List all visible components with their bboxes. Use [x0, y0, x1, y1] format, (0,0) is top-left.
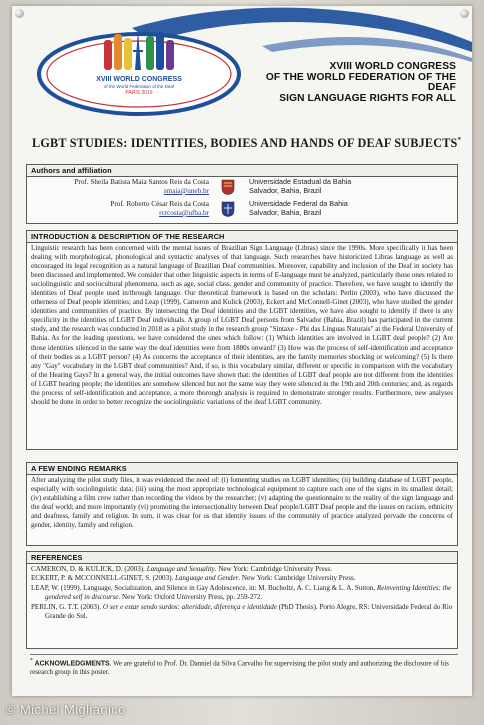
references-list: [27, 564, 457, 623]
acknowledgments: [30, 654, 458, 677]
institution-name: Universidade Estadual da Bahia: [249, 177, 352, 186]
reference-text: . New York: Oxford University Press, pp. 259-272.: [118, 593, 263, 602]
references-section: [26, 551, 458, 649]
poster-title-text: LGBT STUDIES: IDENTITIES, BODIES AND HANDS OF DEAF SUBJECTS: [32, 136, 458, 151]
congress-logo: [34, 26, 244, 118]
reference-text: PERLIN, G. T.T. (2003).: [31, 602, 103, 611]
reference-text: . New York: Cambridge University Press.: [214, 565, 332, 573]
footnote-mark: *: [457, 136, 462, 144]
author-name: Prof. Roberto César Reis da Costa: [110, 200, 209, 208]
author-name: Prof. Sheila Batista Maia Santos Reis da Costa: [74, 178, 209, 186]
logo-oval-icon: [34, 26, 244, 118]
reference-item: [31, 603, 453, 622]
author-name-block: [110, 200, 209, 218]
photo-credit: © Michel Miglianico: [6, 702, 126, 717]
reference-title: Language and Gender: [174, 574, 239, 583]
author-affiliation: [249, 200, 348, 218]
congress-line: OF THE WORLD FEDERATION OF THE DEAF: [265, 71, 456, 93]
reference-text: . New York: Cambridge University Press.: [238, 574, 356, 583]
institution-location: Salvador, Bahia, Brazil: [249, 185, 322, 195]
ack-label: ACKNOWLEDGMENTS: [34, 660, 110, 668]
authors-box: [26, 164, 458, 224]
reference-title: Reinventing Identities: the gendered self in discourse: [45, 583, 452, 602]
poster-title: [32, 136, 462, 151]
author-name-block: [74, 178, 209, 196]
intro-heading: INTRODUCTION & DESCRIPTION OF THE RESEARCH: [27, 231, 457, 243]
logo-city: PARIS 2019: [125, 90, 153, 96]
reference-item: [31, 584, 453, 603]
congress-heading: [236, 62, 456, 104]
author-row: [27, 178, 457, 198]
reference-text: ECKERT, P. & MCCONNELL-GINET, S. (2003).: [31, 574, 175, 583]
author-email-link[interactable]: smaia@uneb.br: [163, 186, 209, 195]
poster: [12, 6, 472, 696]
reference-item: [31, 565, 453, 574]
congress-line: XVIII WORLD CONGRESS: [329, 61, 456, 72]
author-email-link[interactable]: rcrcosta@ufba.br: [159, 208, 209, 217]
institution-location: Salvador, Bahia, Brazil: [249, 207, 322, 217]
ack-body: . We are grateful to Prof. Dr. Danniel da Silva Carvalho for supervising the pilot study and authorizing the disclosure of his research group in this poster.: [30, 660, 449, 677]
author-row: [27, 200, 457, 220]
reference-text: CAMERON, D. & KULICK, D. (2003).: [31, 565, 147, 573]
reference-item: [31, 574, 453, 583]
logo-title: XVIII WORLD CONGRESS: [96, 76, 182, 83]
footnote-mark: *: [30, 658, 33, 664]
reference-text: LEAP, W. (1999). Language, Socialization, and Silence in Gay Adolescence, in: M. Bucholtz, A. C. Liang & L. A. Sutton,: [31, 583, 377, 592]
author-affiliation: [249, 178, 351, 196]
reference-text: (PhD Thesis). Porto Alegre, RS: Universidade Federal do Rio Grande do Sul.: [45, 602, 453, 621]
university-seal-icon: [221, 201, 235, 217]
ending-body: After analyzing the pilot study files, it was evidenced the need of: (i) fomenting studies on LGBT identities; (ii) building database of LGBT people, especially with sociolinguistic data; (iii) using the most appropriate technological equipment to capture each one of the signs in its smallest detail; (iv) establishing a film crew rather than recording the videos by the researcher; (v) adapting the questionnaire to the reality of the sign language and the deaf world; and more importantly (vi) promoting the intersectionality between Deaf people/LGBT Deaf people and the issues on racism, ethnicity and deafness, family and religion. In sum, it was clear for us that identity issues of the community of practice analyzed pervade the concerns of gender, identity, family and religion.: [31, 476, 453, 530]
reference-title: O ser e estar sendo surdos: alteridade, diferença e identidade: [102, 602, 277, 611]
references-heading: REFERENCES: [27, 552, 457, 564]
authors-heading: Authors and affiliation: [27, 165, 457, 177]
university-seal-icon: [221, 179, 235, 195]
ending-heading: A FEW ENDING REMARKS: [27, 463, 457, 475]
congress-line: SIGN LANGUAGE RIGHTS FOR ALL: [279, 92, 456, 104]
logo-subtitle: of the World Federation of the Deaf: [103, 84, 175, 89]
reference-title: Language and Sexuality: [146, 565, 215, 573]
ending-section: [26, 462, 458, 546]
intro-section: [26, 230, 458, 450]
intro-body: Linguistic research has been concerned with the mental issues of Brazilian Sign Language (Libras) since the 1990s. More specifically it has been dealing with morphological, phonological and syntactic analyses of that language. Such researches have historicized Libras language as well as encouraged its legal recognition as a natural language of Brazilian Deaf communities. Moreover, capability and inclusion of the Deaf in society has been discussed and implemented. We consider that other linguistic aspects in terms of E-language must be analyzed, particularly those ones related to sociolinguistic and sociocultural phenomena, such as age, social class, gender and community of practice. Therefore, we have sought to identify the identities of Deaf people used in/through language. Our theoretical framework is based on the scholars: Perlin (2003), who have discussed the otherness of Deaf people identities; and Leap (1999), Cameron and Kulick (2003), Eckert and McConnell-Ginet (2003), who have studied the gender identities and communities of practice. By intersecting the Deaf identities and the LGBT identities, we have also sought to identify if there is any specificity in the identities of LGBT Deaf individuals. A group of LGBT Deaf persons from Salvador (Bahia, Brazil) has participated in the current study, and the research was conducted in 2018 as a pilot study in the research group "Sintaxe - Phi das Línguas Naturais" at the Federal University of Bahia. As for the leading questions, we have considered the ones which follow: (1) Which identities are involved in LGBT deaf people? (2) Are those identities silenced in the same way the deaf identities were from 1880s onward? (3) How was the process of self-identification and acceptance of their bodies as a LGBT person? (4) As concerns the acceptance of their identities, are the family memories shocking or welcoming? (5) Is there any "Gay" vocabulary in the LGBT deaf communities? And, if so, is this vocabulary similar, different or specific in comparison with the vocabulary of the Hearing Gays? In a general way, the initial outcomes have shown that: the identities of LGBT deaf people are not different from the identities of LGBT hearing people; the identities are somehow silenced but not the same way they were silenced in the 19th and 20th centuries; and, as regards the process of self-identification and acceptance, a more thorough analysis is required to demonstrate stronger results. Furthermore, new analyses should be done in order to better recognize the sociolinguistic variations of the deaf LGBT community.: [31, 244, 453, 406]
institution-name: Universidade Federal da Bahia: [249, 199, 348, 208]
